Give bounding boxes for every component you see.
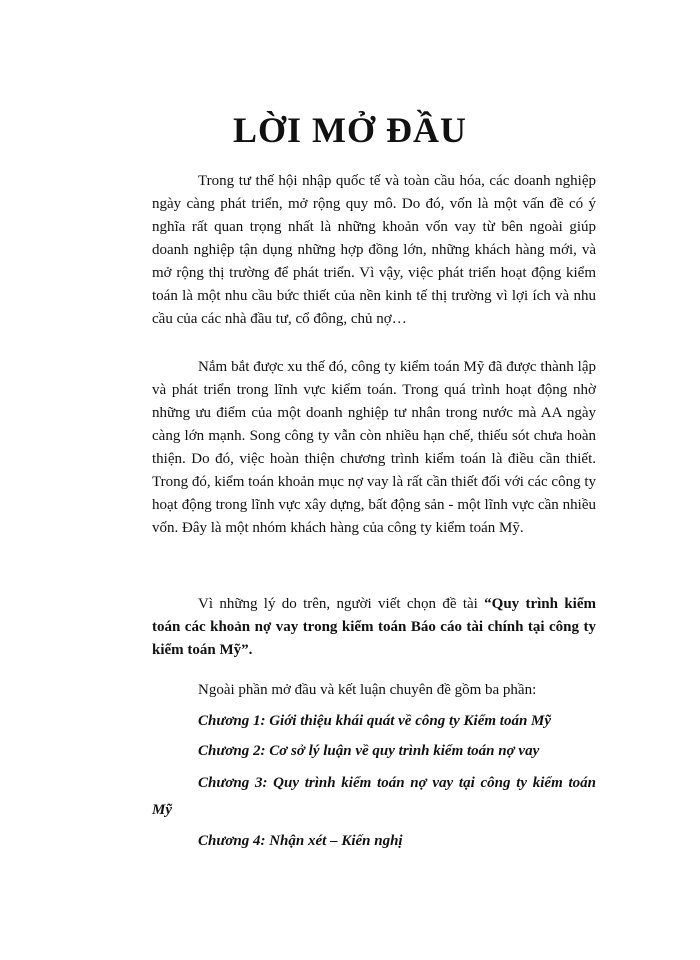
page-title: LỜI MỞ ĐẦU <box>233 110 467 150</box>
paragraph-text: Trong tư thế hội nhập quốc tế và toàn cầu hóa, các doanh nghiệp ngày càng phát triển, mở rộng quy mô. Do đó, vốn là một vấn đề có ý nghĩa rất quan trọng nhất là những khoản vốn vay từ bên ngoài giúp doanh nghiệp tận dụng những hợp đồng lớn, những khách hàng mới, và mở rộng thị trường để phát triển. Vì vậy, việc phát triển hoạt động kiểm toán là một nhu cầu bức thiết của nền kinh tế thị trường vì lợi ích và nhu cầu của các nhà đầu tư, cổ đông, chủ nợ… <box>152 173 596 327</box>
paragraph-lead: Vì những lý do trên, người viết chọn đề tài <box>198 596 478 612</box>
intro-paragraph-4 <box>152 679 596 702</box>
paragraph-text: Ngoài phần mở đầu và kết luận chuyên đề gồm ba phần: <box>198 682 537 698</box>
paragraph-text: Nắm bắt được xu thế đó, công ty kiểm toán Mỹ đã được thành lập và phát triển trong lĩnh vực kiểm toán. Trong quá trình hoạt động nhờ những ưu điểm của một doanh nghiệp tư nhân trong nước mà AA ngày càng lớn mạnh. Song công ty vẫn còn nhiều hạn chế, thiếu sót chưa hoàn thiện. Do đó, việc hoàn thiện chương trình kiểm toán là điều cần thiết. Trong đó, kiểm toán khoản mục nợ vay là rất cần thiết đối với các công ty hoạt động trong lĩnh vực xây dựng, bất động sản - một lĩnh vực cần nhiều vốn. Đây là một nhóm khách hàng của công ty kiểm toán Mỹ. <box>152 359 596 536</box>
intro-paragraph-1 <box>152 170 596 331</box>
thesis-topic: “Quy trình kiểm toán các khoản nợ vay trong kiểm toán Báo cáo tài chính tại công ty kiểm toán Mỹ”. <box>152 596 596 658</box>
chapter-3: Chương 3: Quy trình kiểm toán nợ vay tại công ty kiểm toán Mỹ <box>152 775 596 818</box>
chapter-2: Chương 2: Cơ sở lý luận về quy trình kiểm toán nợ vay <box>198 743 540 759</box>
chapter-1: Chương 1: Giới thiệu khái quát về công ty Kiểm toán Mỹ <box>198 713 552 729</box>
intro-paragraph-3 <box>152 593 596 662</box>
intro-paragraph-2 <box>152 356 596 540</box>
chapter-4: Chương 4: Nhận xét – Kiến nghị <box>198 833 403 849</box>
